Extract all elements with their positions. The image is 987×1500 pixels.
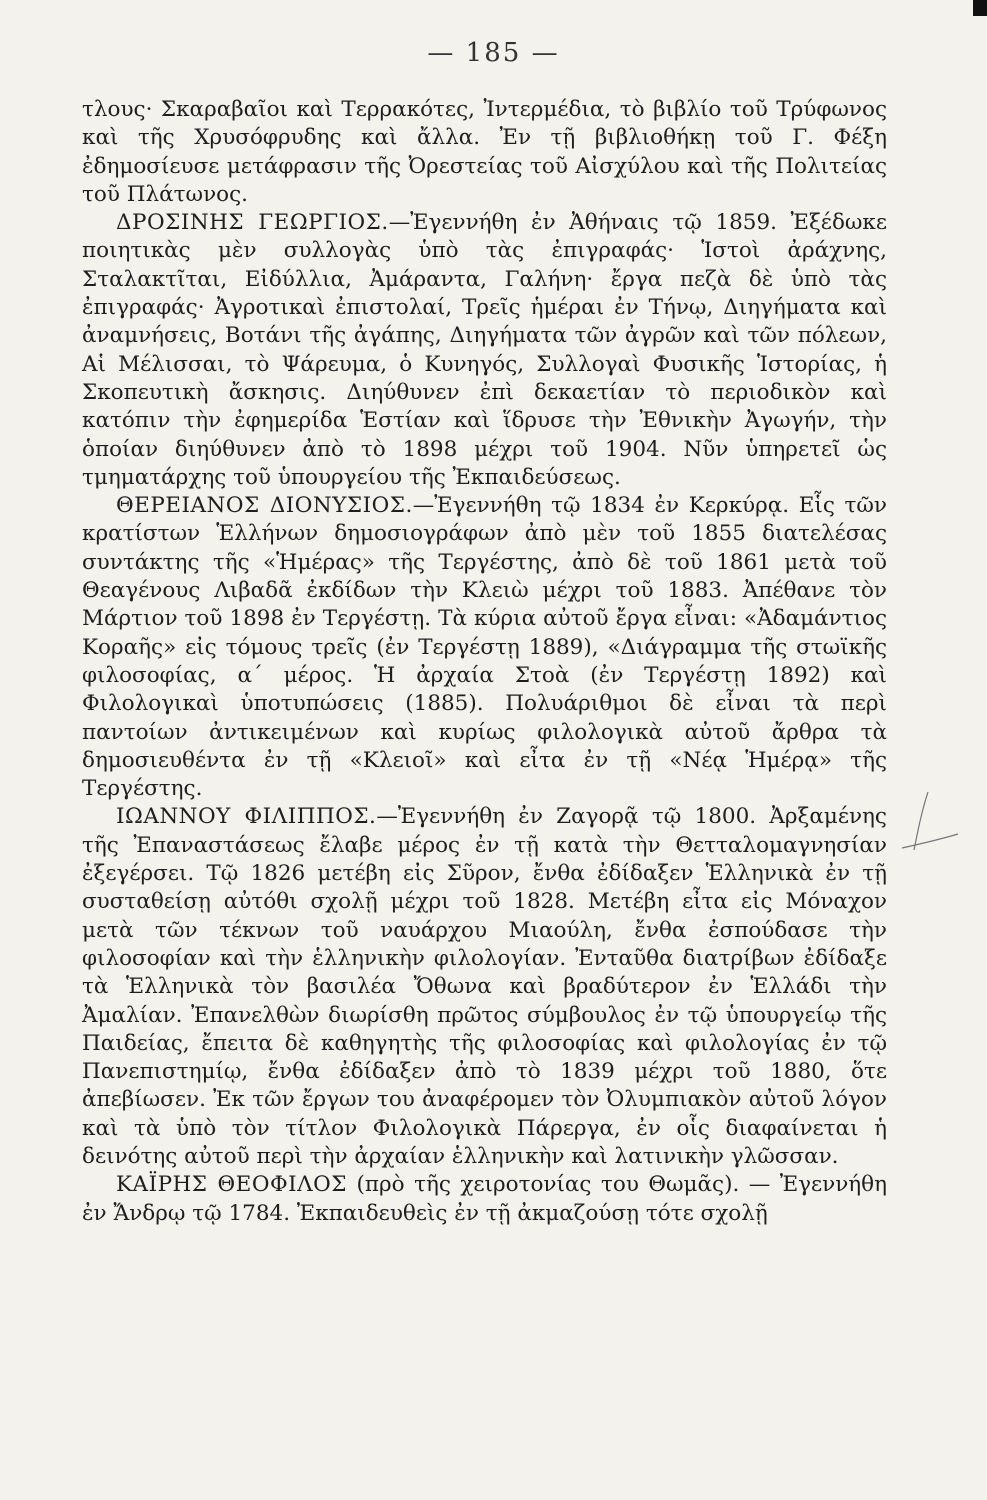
entry-text [82, 209, 887, 492]
entry-heading: ΔΡΟΣΙΝΗΣ ΓΕΩΡΓΙΟΣ. [116, 210, 389, 236]
entry-text [82, 492, 887, 803]
entry-text [82, 1171, 887, 1228]
entry-body: (πρὸ τῆς χειροτονίας του Θωμᾶς). — Ἐγεννήθη ἐν Ἄνδρῳ τῷ 1784. Ἐκπαιδευθεὶς ἐν τῇ ἀκμαζούσῃ τότε σχολῇ [82, 1172, 887, 1226]
scan-edge-mark [973, 0, 987, 16]
entry-heading: ΚΑΪΡΗΣ ΘΕΟΦΙΛΟΣ [116, 1172, 347, 1198]
entry-thereianos [82, 492, 887, 803]
entry-kairis [82, 1171, 887, 1228]
body-text [82, 96, 887, 1228]
entry-body: τλους· Σκαραβαῖοι καὶ Τερρακότες, Ἰντερμέδια, τὸ βιβλίο τοῦ Τρύφωνος καὶ τῆς Χρυσόφρυδης καὶ ἄλλα. Ἐν τῇ βιβλιοθήκῃ τοῦ Γ. Φέξη ἐδημοσίευσε μετάφρασιν τῆς Ὀρεστείας τοῦ Αἰσχύλου καὶ τῆς Πολιτείας τοῦ Πλάτωνος. [82, 97, 887, 207]
entry-text [82, 803, 887, 1171]
page-number: — 185 — [427, 38, 560, 68]
entry-ioannou [82, 803, 887, 1171]
entry-drosinis [82, 209, 887, 492]
margin-pencil-mark [900, 790, 960, 880]
entry-heading: ΙΩΑΝΝΟΥ ΦΙΛΙΠΠΟΣ. [116, 804, 377, 830]
entry-body: —Ἐγεννήθη τῷ 1834 ἐν Κερκύρᾳ. Εἷς τῶν κρατίστων Ἑλλήνων δημοσιογράφων ἀπὸ μὲν τοῦ 1855 διατελέσας συντάκτης τῆς «Ἡμέρας» τῆς Τεργέστης, ἀπὸ δὲ τοῦ 1861 μετὰ τοῦ Θεαγένους Λιβαδᾶ ἐκδίδων τὴν Κλειὼ μέχρι τοῦ 1883. Ἀπέθανε τὸν Μάρτιον τοῦ 1898 ἐν Τεργέστῃ. Τὰ κύρια αὐτοῦ ἔργα εἶναι: «Ἀδαμάντιος Κοραῆς» εἰς τόμους τρεῖς (ἐν Τεργέστῃ 1889), «Διάγραμμα τῆς στωϊκῆς φιλοσοφίας, α΄ μέρος. Ἡ ἀρχαία Στοὰ (ἐν Τεργέστῃ 1892) καὶ Φιλολογικαὶ ὑποτυπώσεις (1885). Πολυάριθμοι δὲ εἶναι τὰ περὶ παντοίων ἀντικειμένων καὶ κυρίως φιλολογικὰ αὐτοῦ ἄρθρα τὰ δημοσιευθέντα ἐν τῇ «Κλειοῖ» καὶ εἶτα ἐν τῇ «Νέᾳ Ἡμέρᾳ» τῆς Τεργέστης. [82, 493, 887, 802]
entry-heading: ΘΕΡΕΙΑΝΟΣ ΔΙΟΝΥΣΙΟΣ. [116, 493, 413, 519]
entry-continuation [82, 96, 887, 209]
entry-text [82, 96, 887, 209]
entry-body: —Ἐγεννήθη ἐν Ζαγορᾷ τῷ 1800. Ἀρξαμένης τῆς Ἐπαναστάσεως ἔλαβε μέρος ἐν τῇ κατὰ τὴν Θετταλομαγνησίαν ἐξεγέρσει. Τῷ 1826 μετέβη εἰς Σῦρον, ἔνθα ἐδίδαξεν Ἑλληνικὰ ἐν τῇ συσταθείσῃ αὐτόθι σχολῇ μέχρι τοῦ 1828. Μετέβη εἶτα εἰς Μόναχον μετὰ τῶν τέκνων τοῦ ναυάρχου Μιαούλη, ἔνθα ἐσπούδασε τὴν φιλοσοφίαν καὶ τὴν ἑλληνικὴν φιλολογίαν. Ἐνταῦθα διατρίβων ἐδίδαξε τὰ Ἑλληνικὰ τὸν βασιλέα Ὄθωνα καὶ βραδύτερον ἐν Ἑλλάδι τὴν Ἀμαλίαν. Ἐπανελθὼν διωρίσθη πρῶτος σύμβουλος ἐν τῷ ὑπουργείῳ τῆς Παιδείας, ἔπειτα δὲ καθηγητὴς τῆς φιλοσοφίας καὶ φιλολογίας ἐν τῷ Πανεπιστημίῳ, ἔνθα ἐδίδαξεν ἀπὸ τὸ 1839 μέχρι τοῦ 1880, ὅτε ἀπεβίωσεν. Ἐκ τῶν ἔργων του ἀναφέρομεν τὸν Ὀλυμπιακὸν αὐτοῦ λόγον καὶ τὰ ὑπὸ τὸν τίτλον Φιλολογικὰ Πάρεργα, ἐν οἷς διαφαίνεται ἡ δεινότης αὐτοῦ περὶ τὴν ἀρχαίαν ἑλληνικὴν καὶ λατινικὴν γλῶσσαν. [82, 804, 887, 1169]
entry-body: —Ἐγεννήθη ἐν Ἀθήναις τῷ 1859. Ἐξέδωκε ποιητικὰς μὲν συλλογὰς ὑπὸ τὰς ἐπιγραφάς· Ἱστοὶ ἀράχνης, Σταλακτῖται, Εἰδύλλια, Ἀμάραντα, Γαλήνη· ἔργα πεζὰ δὲ ὑπὸ τὰς ἐπιγραφάς· Ἀγροτικαὶ ἐπιστολαί, Τρεῖς ἡμέραι ἐν Τήνῳ, Διηγήματα καὶ ἀναμνήσεις, Βοτάνι τῆς ἀγάπης, Διηγήματα τῶν ἀγρῶν καὶ τῶν πόλεων, Αἱ Μέλισσαι, τὸ Ψάρευμα, ὁ Κυνηγός, Συλλογαὶ Φυσικῆς Ἱστορίας, ἡ Σκοπευτικὴ ἄσκησις. Διηύθυνεν ἐπὶ δεκαετίαν τὸ περιοδικὸν καὶ κατόπιν τὴν ἐφημερίδα Ἑστίαν καὶ ἵδρυσε τὴν Ἐθνικὴν Ἀγωγήν, τὴν ὁποίαν διηύθυνεν ἀπὸ τὸ 1898 μέχρι τοῦ 1904. Νῦν ὑπηρετεῖ ὡς τμηματάρχης τοῦ ὑπουργείου τῆς Ἐκπαιδεύσεως. [82, 210, 887, 490]
